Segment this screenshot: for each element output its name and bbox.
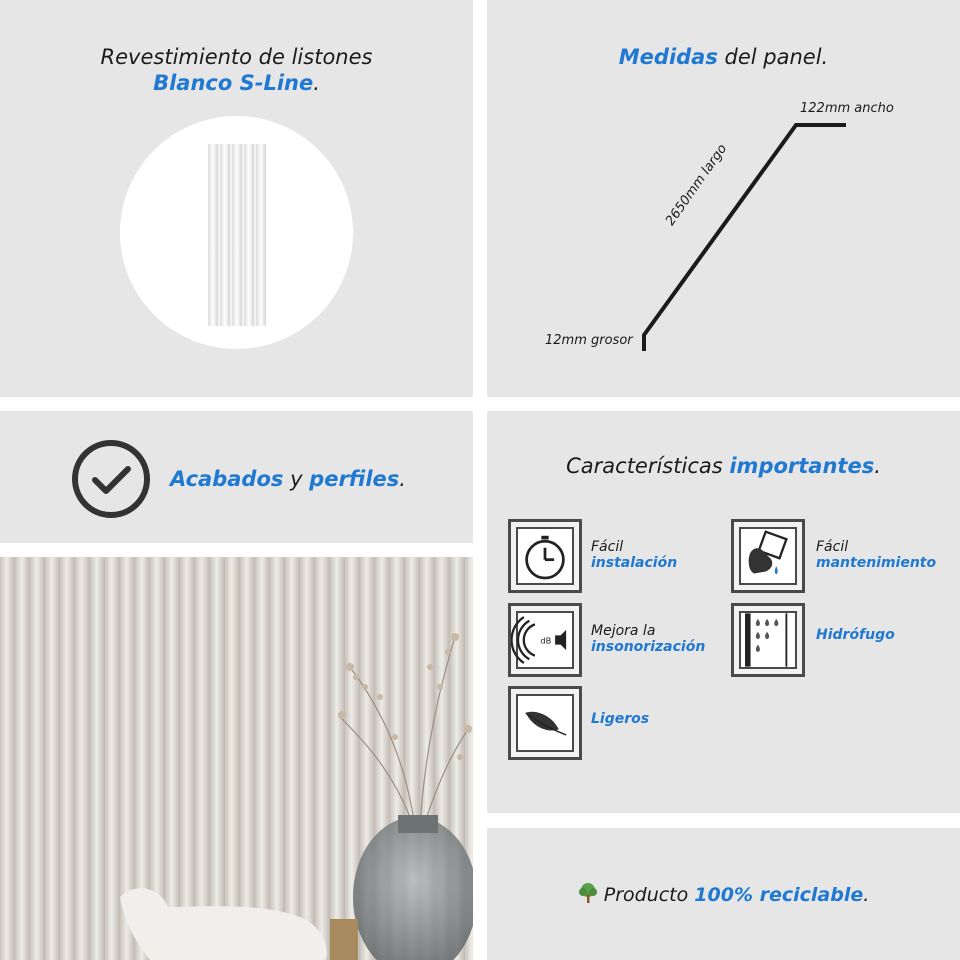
svg-text:dB: dB [540,635,552,646]
recycle-panel [487,828,960,960]
finishes-title: Acabados y perfiles. [170,467,406,491]
measurements-title: Medidas del panel. [618,45,829,69]
thickness-label: 12mm grosor [545,333,633,348]
stopwatch-icon [508,519,582,593]
features-panel [487,411,960,813]
width-label: 122mm ancho [800,101,894,116]
measurements-panel [487,0,960,397]
finishes-panel [0,411,473,543]
recycle-text: Producto 100% reciclable. [487,882,960,906]
product-panel [0,0,473,397]
product-title: Revestimiento de listones Blanco S-Line. [0,44,473,96]
features-title: Características importantes. [566,454,881,478]
interior-photo [0,557,473,960]
hand-cloth-icon [731,519,805,593]
feature-sound-insulation: Mejora la insonorización [591,623,706,655]
product-image-circle [120,116,353,349]
tree-icon [578,882,598,904]
length-label: 2650mm largo [663,141,731,229]
check-circle-icon [71,439,151,519]
product-name: Blanco S-Line [153,71,314,95]
water-drops-icon [731,603,805,677]
feature-lightweight: Ligeros [591,711,650,727]
feather-icon [508,686,582,760]
slat-wall-photo [0,557,473,960]
feature-easy-install: Fácil instalación [591,539,678,571]
product-title-line1: Revestimiento de listones [100,45,373,69]
slat-panel-image [120,116,353,349]
feature-easy-maintenance: Fácil mantenimiento [816,539,937,571]
feature-waterproof: Hidrófugo [816,627,895,643]
sound-insulation-icon [508,603,582,677]
